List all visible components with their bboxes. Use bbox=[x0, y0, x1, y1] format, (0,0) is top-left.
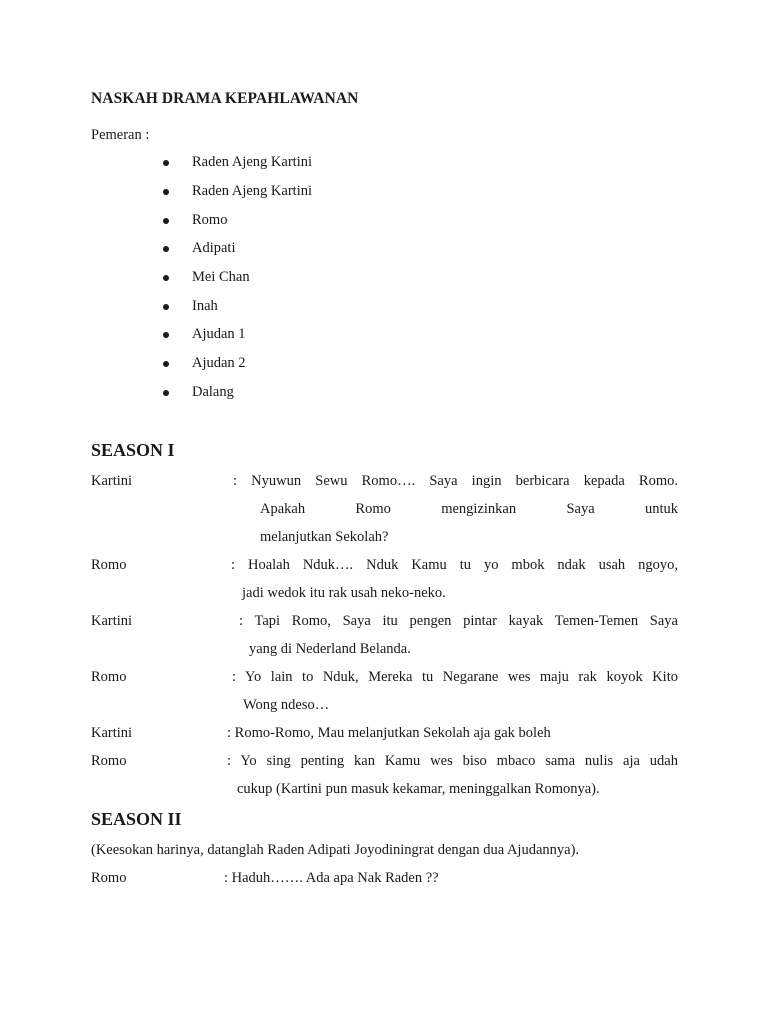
bullet-icon bbox=[163, 218, 169, 224]
cast-name: Ajudan 2 bbox=[192, 355, 246, 371]
speaker-name: Romo bbox=[91, 669, 127, 685]
dialogue-line: : Yo sing penting kan Kamu wes biso mbaco sama nulis aja udah bbox=[227, 753, 678, 769]
bullet-icon bbox=[163, 275, 169, 281]
cast-label: Pemeran : bbox=[91, 127, 150, 143]
cast-name: Adipati bbox=[192, 240, 236, 256]
cast-name: Inah bbox=[192, 298, 218, 314]
bullet-icon bbox=[163, 160, 169, 166]
dialogue-line: jadi wedok itu rak usah neko-neko. bbox=[242, 585, 446, 601]
dialogue-line: cukup (Kartini pun masuk kekamar, meninggalkan Romonya). bbox=[237, 781, 600, 797]
dialogue-line: : Romo-Romo, Mau melanjutkan Sekolah aja gak boleh bbox=[227, 725, 551, 741]
cast-name: Mei Chan bbox=[192, 269, 250, 285]
season-heading: SEASON II bbox=[91, 809, 182, 829]
cast-item bbox=[0, 183, 400, 203]
speaker-name: Romo bbox=[91, 557, 127, 573]
cast-item bbox=[0, 269, 400, 289]
bullet-icon bbox=[163, 246, 169, 252]
cast-name: Ajudan 1 bbox=[192, 326, 246, 342]
speaker-name: Kartini bbox=[91, 725, 133, 741]
bullet-icon bbox=[163, 304, 169, 310]
speaker-name: Kartini bbox=[91, 613, 133, 629]
bullet-icon bbox=[163, 332, 169, 338]
dialogue-line: : Yo lain to Nduk, Mereka tu Negarane wes maju rak koyok Kito bbox=[232, 669, 678, 685]
cast-name: Raden Ajeng Kartini bbox=[192, 183, 313, 199]
dialogue-line: : Nyuwun Sewu Romo…. Saya ingin berbicara kepada Romo. bbox=[233, 473, 678, 489]
cast-name: Romo bbox=[192, 212, 228, 228]
dialogue-line: yang di Nederland Belanda. bbox=[249, 641, 411, 657]
dialogue-line: : Tapi Romo, Saya itu pengen pintar kayak Temen-Temen Saya bbox=[239, 613, 678, 629]
stage-direction: (Keesokan harinya, datanglah Raden Adipati Joyodiningrat dengan dua Ajudannya). bbox=[91, 842, 580, 858]
bullet-icon bbox=[163, 390, 169, 396]
speaker-name: Romo bbox=[91, 753, 127, 769]
cast-item bbox=[0, 240, 400, 260]
cast-item bbox=[0, 326, 400, 346]
dialogue-line: melanjutkan Sekolah? bbox=[260, 529, 389, 545]
document-title: NASKAH DRAMA KEPAHLAWANAN bbox=[91, 90, 359, 107]
cast-name: Raden Ajeng Kartini bbox=[192, 154, 313, 170]
dialogue-line: : Hoalah Nduk…. Nduk Kamu tu yo mbok ndak usah ngoyo, bbox=[231, 557, 678, 573]
dialogue-line: : Haduh……. Ada apa Nak Raden ?? bbox=[224, 870, 439, 886]
cast-item bbox=[0, 298, 400, 318]
bullet-icon bbox=[163, 361, 169, 367]
cast-item bbox=[0, 384, 400, 404]
cast-item bbox=[0, 355, 400, 375]
season-heading: SEASON I bbox=[91, 440, 175, 460]
speaker-name: Romo bbox=[91, 870, 127, 886]
bullet-icon bbox=[163, 189, 169, 195]
cast-item bbox=[0, 154, 400, 174]
dialogue-line: Apakah Romo mengizinkan Saya untuk bbox=[260, 501, 678, 517]
cast-name: Dalang bbox=[192, 384, 234, 400]
cast-item bbox=[0, 212, 400, 232]
speaker-name: Kartini bbox=[91, 473, 133, 489]
dialogue-line: Wong ndeso… bbox=[243, 697, 330, 713]
